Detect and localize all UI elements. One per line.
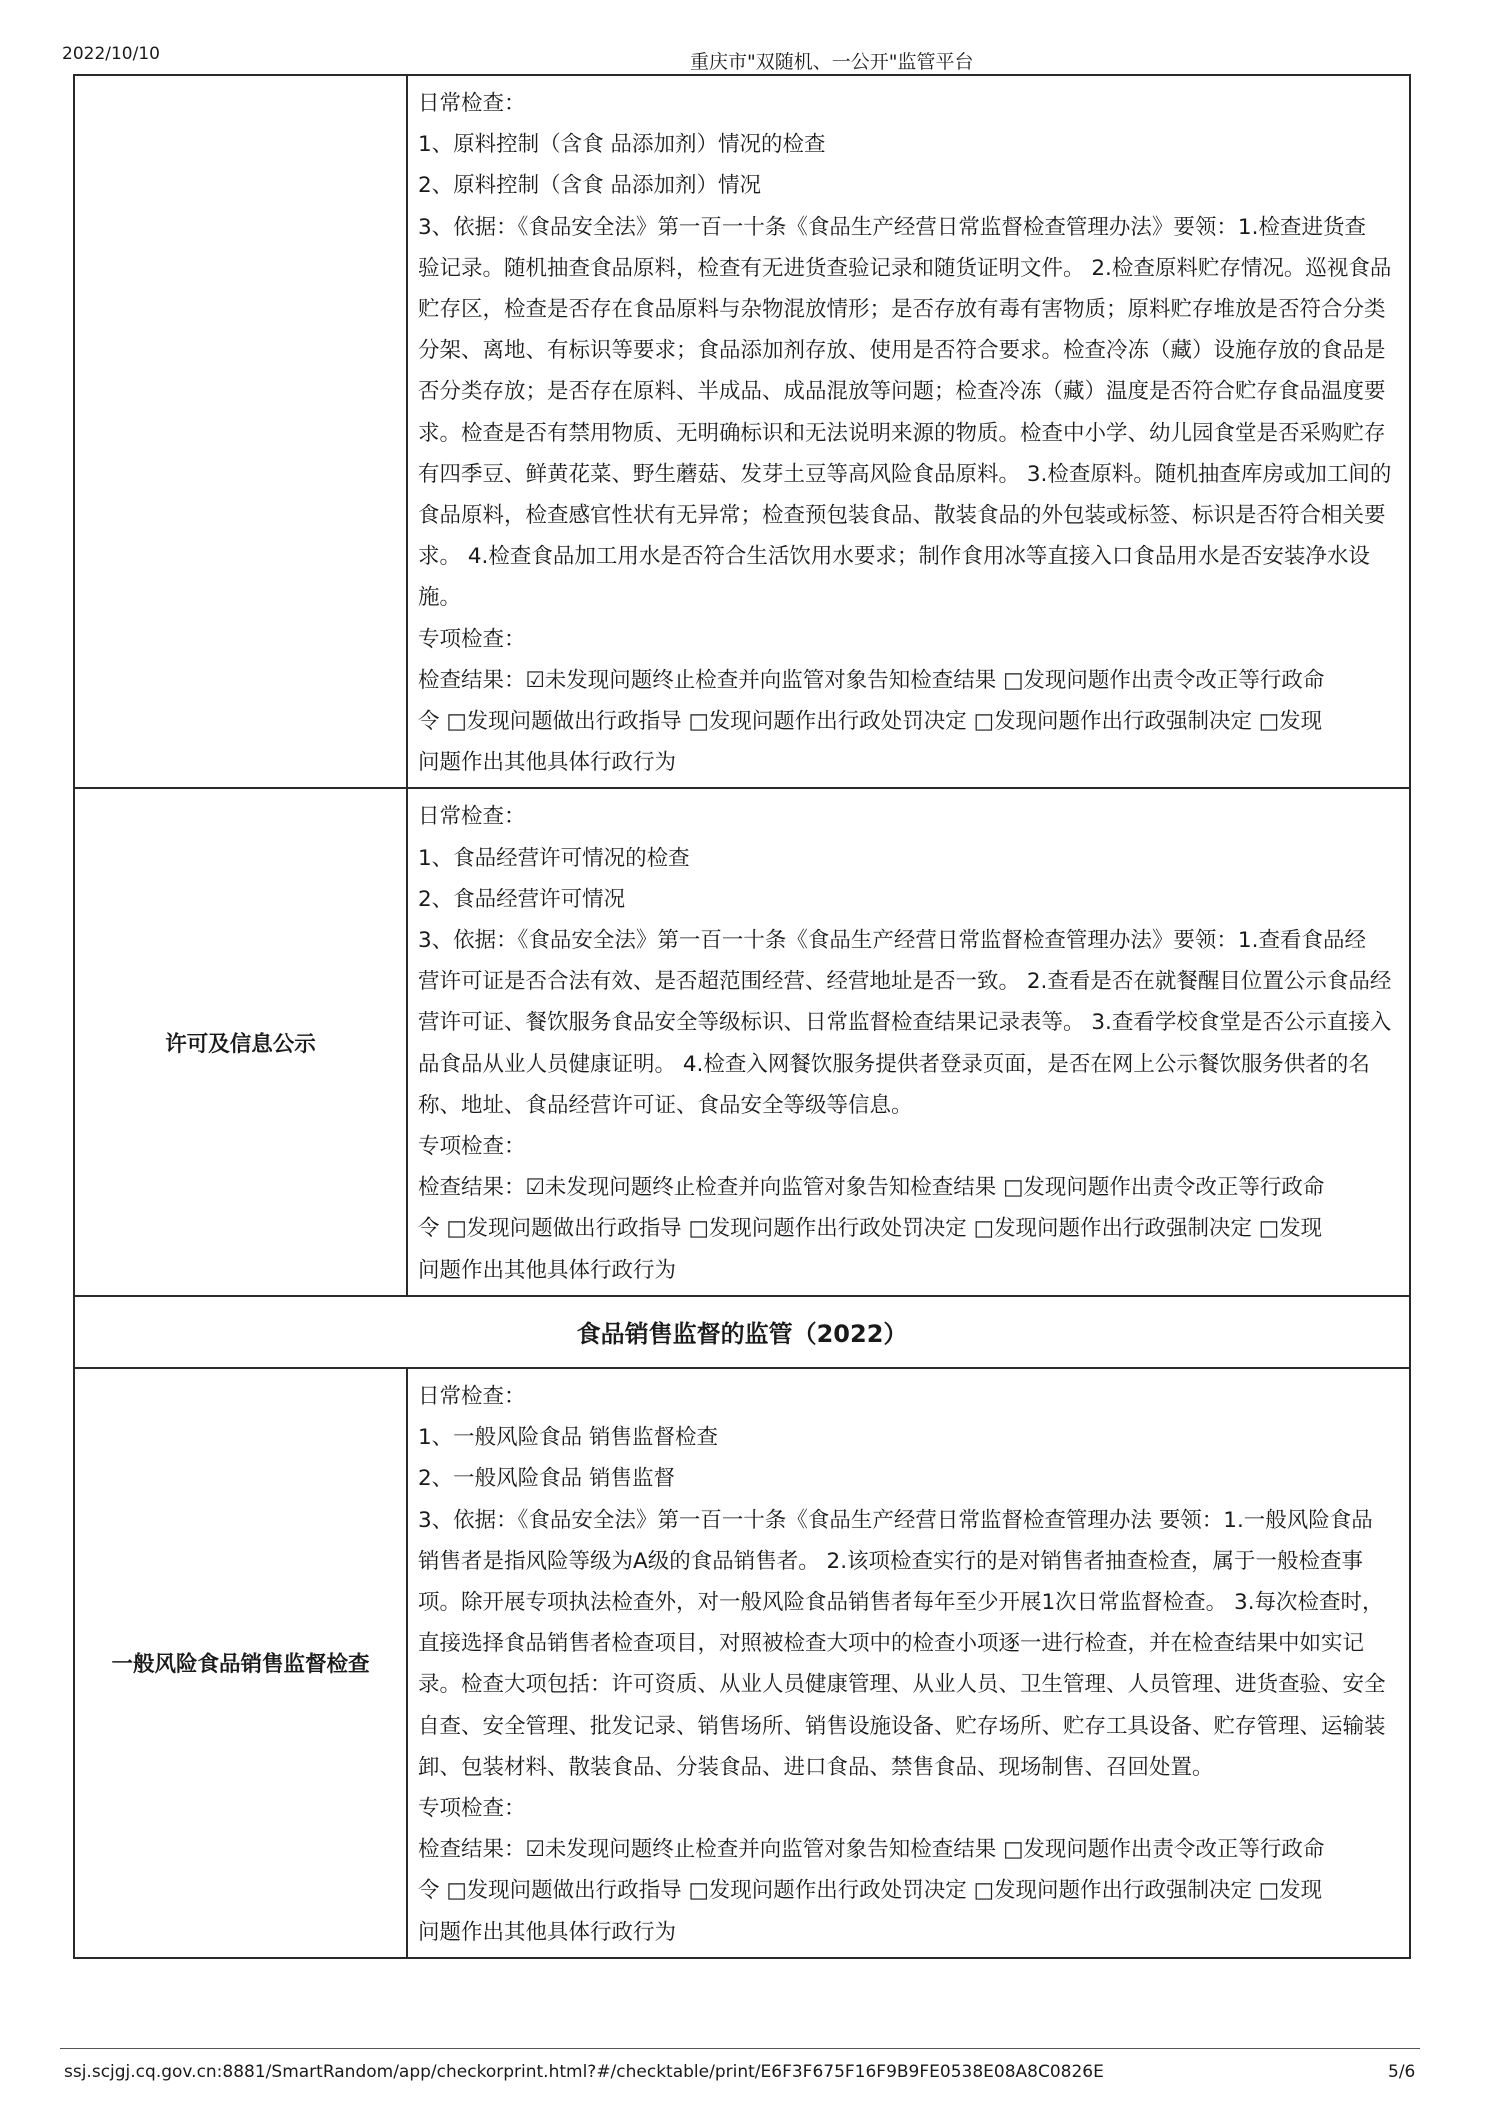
text-line: 问题作出其他具体行政行为	[418, 1919, 677, 1945]
text-line: 卸、包装材料、散装食品、分装食品、进口食品、禁售食品、现场制售、召回处置。	[418, 1754, 1214, 1780]
text-line: 3、依据：《食品安全法》第一百一十条《食品生产经营日常监督检查管理办法》要领：1.检查进货查	[418, 214, 1366, 240]
text-line: 否分类存放；是否存在原料、半成品、成品混放等问题；检查冷冻（藏）温度是否符合贮存食品温度要	[418, 379, 1386, 405]
text-line: 有四季豆、鲜黄花菜、野生蘑菇、发芽土豆等高风险食品原料。 3.检查原料。随机抽查库房或加工间的	[418, 461, 1392, 487]
text-line: 食品原料，检查感官性状有无异常；检查预包装食品、散装食品的外包装或标签、标识是否符合相关要	[418, 503, 1386, 529]
page-number: 5/6	[1388, 2062, 1416, 2082]
inspection-table	[73, 74, 1411, 1959]
text-line: 令 □发现问题做出行政指导 □发现问题作出行政处罚决定 □发现问题作出行政强制决定 □发现	[418, 709, 1323, 735]
row-label: 许可及信息公示	[74, 788, 407, 1295]
text-line: 2、一般风险食品 销售监督	[418, 1466, 676, 1492]
print-date: 2022/10/10	[62, 44, 160, 64]
platform-title: 重庆市"双随机、一公开"监管平台	[690, 51, 974, 73]
text-line: 3、依据：《食品安全法》第一百一十条《食品生产经营日常监督检查管理办法 要领：1.一般风险食品	[418, 1507, 1373, 1533]
text-line: 品食品从业人员健康证明。 4.检查入网餐饮服务提供者登录页面，是否在网上公示餐饮服务供者的名	[418, 1051, 1370, 1077]
text-line: 项。除开展专项执法检查外，对一般风险食品销售者每年至少开展1次日常监督检查。 3.每次检查时，	[418, 1589, 1384, 1615]
text-line: 令 □发现问题做出行政指导 □发现问题作出行政处罚决定 □发现问题作出行政强制决定 □发现	[418, 1878, 1323, 1904]
footer-divider	[60, 2048, 1420, 2049]
text-line: 专项检查：	[418, 626, 526, 652]
text-line: 令 □发现问题做出行政指导 □发现问题作出行政处罚决定 □发现问题作出行政强制决定 □发现	[418, 1216, 1323, 1242]
row-content	[407, 788, 1410, 1295]
table-row	[74, 788, 1410, 1295]
text-line: 3、依据：《食品安全法》第一百一十条《食品生产经营日常监督检查管理办法》要领：1.查看食品经	[418, 928, 1366, 954]
text-line: 问题作出其他具体行政行为	[418, 750, 677, 776]
text-line: 直接选择食品销售者检查项目，对照被检查大项中的检查小项逐一进行检查，并在检查结果中如实记	[418, 1631, 1365, 1657]
text-line: 1、食品经营许可情况的检查	[418, 845, 690, 871]
text-line: 称、地址、食品经营许可证、食品安全等级等信息。	[418, 1092, 913, 1118]
text-line: 施。	[418, 585, 462, 611]
text-line: 销售者是指风险等级为A级的食品销售者。 2.该项检查实行的是对销售者抽查检查，属于一般检查事	[418, 1548, 1364, 1574]
row-content	[407, 75, 1410, 788]
text-line: 1、一般风险食品 销售监督检查	[418, 1425, 719, 1451]
check-result-line: 检查结果：☑未发现问题终止检查并向监管对象告知检查结果 □发现问题作出责令改正等行政命	[418, 1175, 1325, 1201]
text-line: 自查、安全管理、批发记录、销售场所、销售设施设备、贮存场所、贮存工具设备、贮存管理、运输装	[418, 1713, 1386, 1739]
footer-url: ssj.scjgj.cq.gov.cn:8881/SmartRandom/app/checkorprint.html?#/checktable/print/E6F3F675F16F9B9FE0538E08A8C0826E	[64, 2062, 1104, 2082]
text-line: 2、原料控制（含食 品添加剂）情况	[418, 173, 762, 199]
text-line: 验记录。随机抽查食品原料，检查有无进货查验记录和随货证明文件。 2.检查原料贮存情况。巡视食品	[418, 255, 1392, 281]
text-line: 贮存区，检查是否存在食品原料与杂物混放情形；是否存放有毒有害物质；原料贮存堆放是否符合分类	[418, 297, 1386, 323]
text-line: 分架、离地、有标识等要求；食品添加剂存放、使用是否符合要求。检查冷冻（藏）设施存放的食品是	[418, 338, 1386, 364]
text-line: 专项检查：	[418, 1795, 526, 1821]
text-line: 求。 4.检查食品加工用水是否符合生活饮用水要求；制作食用冰等直接入口食品用水是否安装净水设	[418, 544, 1370, 570]
text-line: 录。检查大项包括：许可资质、从业人员健康管理、从业人员、卫生管理、人员管理、进货查验、安全	[418, 1672, 1386, 1698]
check-result-line: 检查结果：☑未发现问题终止检查并向监管对象告知检查结果 □发现问题作出责令改正等行政命	[418, 667, 1325, 693]
text-line: 日常检查：	[418, 804, 526, 830]
content-lines	[408, 789, 1409, 1294]
check-result-line: 检查结果：☑未发现问题终止检查并向监管对象告知检查结果 □发现问题作出责令改正等行政命	[418, 1837, 1325, 1863]
text-line: 2、食品经营许可情况	[418, 886, 626, 912]
text-line: 日常检查：	[418, 91, 526, 116]
content-lines	[408, 1369, 1409, 1957]
text-line: 问题作出其他具体行政行为	[418, 1257, 677, 1283]
row-label	[74, 75, 407, 788]
table-row	[74, 75, 1410, 788]
text-line: 营许可证、餐饮服务食品安全等级标识、日常监督检查结果记录表等。 3.查看学校食堂是否公示直接入	[418, 1010, 1392, 1036]
text-line: 营许可证是否合法有效、是否超范围经营、经营地址是否一致。 2.查看是否在就餐醒目位置公示食品经	[418, 969, 1392, 995]
table-row	[74, 1368, 1410, 1958]
text-line: 求。检查是否有禁用物质、无明确标识和无法说明来源的物质。检查中小学、幼儿园食堂是否采购贮存	[418, 420, 1386, 446]
content-lines	[408, 76, 1409, 787]
row-content	[407, 1368, 1410, 1958]
section-header-row	[74, 1296, 1410, 1368]
text-line: 日常检查：	[418, 1383, 526, 1409]
section-header: 食品销售监督的监管（2022）	[74, 1296, 1410, 1368]
text-line: 1、原料控制（含食 品添加剂）情况的检查	[418, 132, 826, 158]
row-label: 一般风险食品销售监督检查	[74, 1368, 407, 1958]
text-line: 专项检查：	[418, 1134, 526, 1160]
